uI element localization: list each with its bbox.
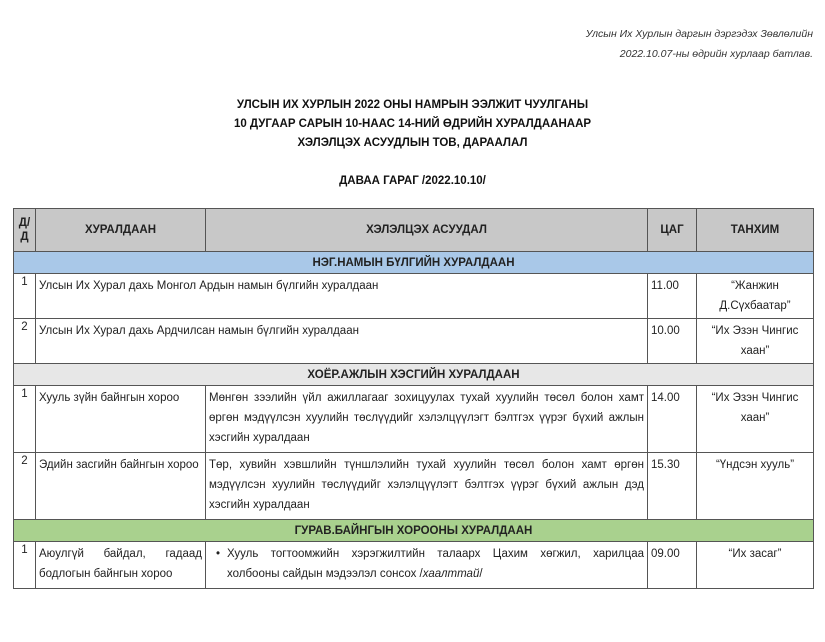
row-room: “Их Эзэн Чингис хаан”	[697, 319, 814, 364]
header-number	[14, 209, 36, 252]
header-time: ЦАГ	[648, 209, 697, 252]
title-line-2: 10 ДУГААР САРЫН 10-НААС 14-НИЙ ӨДРИЙН ХУРАЛДААНААР	[233, 118, 592, 130]
row-time: 15.30	[648, 453, 697, 520]
header-issue: ХЭЛЭЛЦЭХ АСУУДАЛ	[206, 209, 648, 252]
row-issue: Төр, хувийн хэвшлийн түншлэлийн тухай хуулийн төсөл болон хамт өргөн мэдүүлсэн хуулийн төслүүдийг хэлэлцүүлэгт бэлтгэх үүрэг бүхий ажлын дэд хэсгийн хуралдаан	[206, 453, 648, 520]
row-number: 2	[14, 453, 36, 520]
header-meeting: ХУРАЛДААН	[36, 209, 206, 252]
table-header-row	[14, 209, 814, 252]
section-title: ХОЁР.АЖЛЫН ХЭСГИЙН ХУРАЛДААН	[14, 364, 814, 386]
section-title: НЭГ.НАМЫН БҮЛГИЙН ХУРАЛДААН	[14, 252, 814, 274]
row-committee: Эдийн засгийн байнгын хороо	[36, 453, 206, 520]
title-line-1: УЛСЫН ИХ ХУРЛЫН 2022 ОНЫ НАМРЫН ЭЭЛЖИТ ЧУУЛГАНЫ	[236, 99, 589, 111]
section-title: ГУРАВ.БАЙНГЫН ХОРООНЫ ХУРАЛДААН	[14, 520, 814, 542]
table-row	[14, 319, 814, 364]
table-row	[14, 542, 814, 589]
section-row-party-groups	[14, 252, 814, 274]
row-room: “Их засаг”	[697, 542, 814, 589]
document-title	[0, 96, 825, 153]
row-time: 11.00	[648, 274, 697, 319]
row-number: 2	[14, 319, 36, 364]
approval-line-2: 2022.10.07-ны өдрийн хурлаар батлав.	[619, 48, 813, 60]
row-committee: Аюулгүй байдал, гадаад бодлогын байнгын хороо	[36, 542, 206, 589]
date-heading: ДАВАА ГАРАГ /2022.10.10/	[339, 175, 486, 187]
row-issue: Улсын Их Хурал дахь Ардчилсан намын бүлгийн хуралдаан	[36, 319, 648, 364]
row-number: 1	[14, 386, 36, 453]
header-room: ТАНХИМ	[697, 209, 814, 252]
approval-line-1: Улсын Их Хурлын даргын дэргэдэх Зөвлөлийн	[585, 28, 813, 40]
header-number-line-2: Д	[20, 231, 29, 243]
section-row-working-groups	[14, 364, 814, 386]
table-row	[14, 386, 814, 453]
row-issue	[206, 542, 648, 589]
row-issue-text: Хууль тогтоомжийн хэрэгжилтийн талаарх Цахим хөгжил, харилцаа холбооны сайдын мэдээлэл сонсох /	[227, 548, 644, 580]
row-time: 10.00	[648, 319, 697, 364]
row-issue-closed-note: хаалттай	[422, 568, 480, 580]
bullet-icon: •	[215, 548, 221, 560]
table-row	[14, 274, 814, 319]
row-time: 14.00	[648, 386, 697, 453]
row-room: “Их Эзэн Чингис хаан”	[697, 386, 814, 453]
approval-note	[586, 24, 813, 64]
title-line-3: ХЭЛЭЛЦЭХ АСУУДЛЫН ТОВ, ДАРААЛАЛ	[297, 137, 528, 149]
row-room: “Үндсэн хууль”	[697, 453, 814, 520]
row-committee: Хууль зүйн байнгын хороо	[36, 386, 206, 453]
header-number-line-1: Д/	[18, 217, 31, 229]
row-number: 1	[14, 542, 36, 589]
row-issue: Мөнгөн зээлийн үйл ажиллагааг зохицуулах тухай хуулийн төсөл болон хамт өргөн мэдүүлсэн хуулийн төслүүдийг хэлэлцүүлэгт бэлтгэх үүрэг бүхий ажлын хэсгийн хуралдаан	[206, 386, 648, 453]
row-issue-end: /	[479, 568, 483, 580]
row-time: 09.00	[648, 542, 697, 589]
section-row-standing-committees	[14, 520, 814, 542]
row-room: “Жанжин Д.Сүхбаатар”	[697, 274, 814, 319]
row-number: 1	[14, 274, 36, 319]
table-row	[14, 453, 814, 520]
agenda-table	[13, 208, 814, 589]
row-issue: Улсын Их Хурал дахь Монгол Ардын намын бүлгийн хуралдаан	[36, 274, 648, 319]
